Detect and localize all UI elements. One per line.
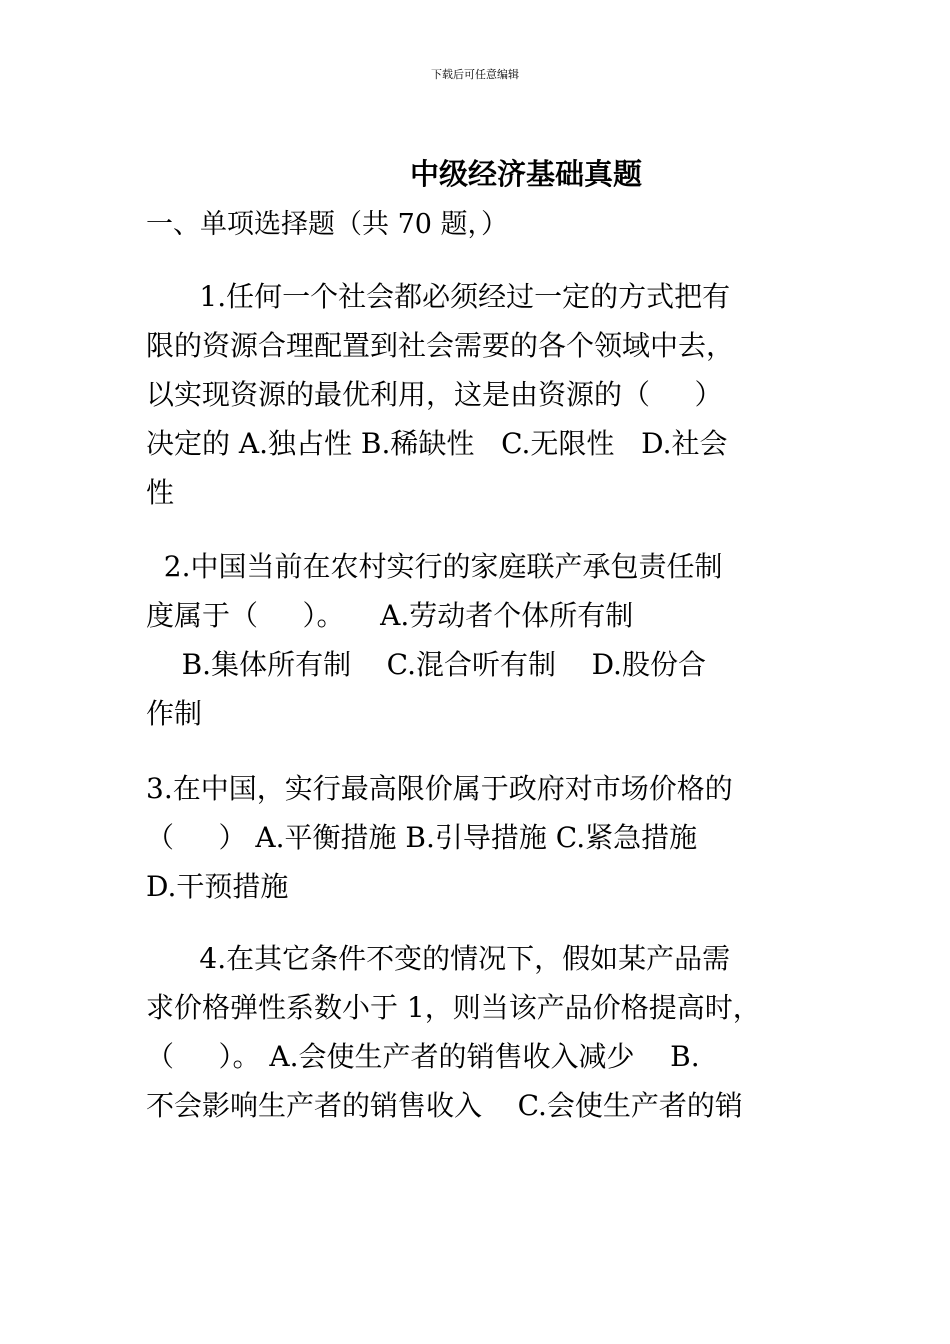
question-4 (146, 934, 761, 1130)
question-line: 3.在中国，实行最高限价属于政府对市场价格的 (146, 772, 733, 805)
question-line: 性 (146, 476, 175, 509)
question-line: 度属于（ ）。 A.劳动者个体所有制 (146, 599, 634, 632)
question-line: 1.任何一个社会都必须经过一定的方式把有 (146, 280, 731, 313)
question-1 (146, 272, 734, 517)
question-line: （ ） A.平衡措施 B.引导措施 C.紧急措施 (146, 821, 698, 854)
question-line: 求价格弹性系数小于 1，则当该产品价格提高时， (146, 991, 761, 1024)
question-line: 2.中国当前在农村实行的家庭联产承包责任制 (146, 550, 723, 583)
header-note: 下载后可任意编辑 (431, 68, 519, 81)
question-3 (146, 764, 733, 911)
document-title: 中级经济基础真题 (410, 157, 643, 191)
question-line: 4.在其它条件不变的情况下，假如某产品需 (146, 942, 731, 975)
question-line: 不会影响生产者的销售收入 C.会使生产者的销 (146, 1089, 743, 1122)
question-2 (146, 542, 723, 738)
section-heading: 一、单项选择题（共 70 题，） (146, 209, 509, 240)
question-line: 限的资源合理配置到社会需要的各个领域中去， (146, 329, 735, 362)
question-line: D.干预措施 (146, 870, 289, 903)
question-line: 决定的 A.独占性 B.稀缺性 C.无限性 D.社会 (146, 427, 728, 460)
question-line: B.集体所有制 C.混合听有制 D.股份合 (146, 648, 706, 681)
question-line: 以实现资源的最优利用，这是由资源的（ ） (146, 378, 723, 411)
question-line: （ ）。 A.会使生产者的销售收入减少 B. (146, 1040, 700, 1073)
question-line: 作制 (146, 697, 203, 730)
